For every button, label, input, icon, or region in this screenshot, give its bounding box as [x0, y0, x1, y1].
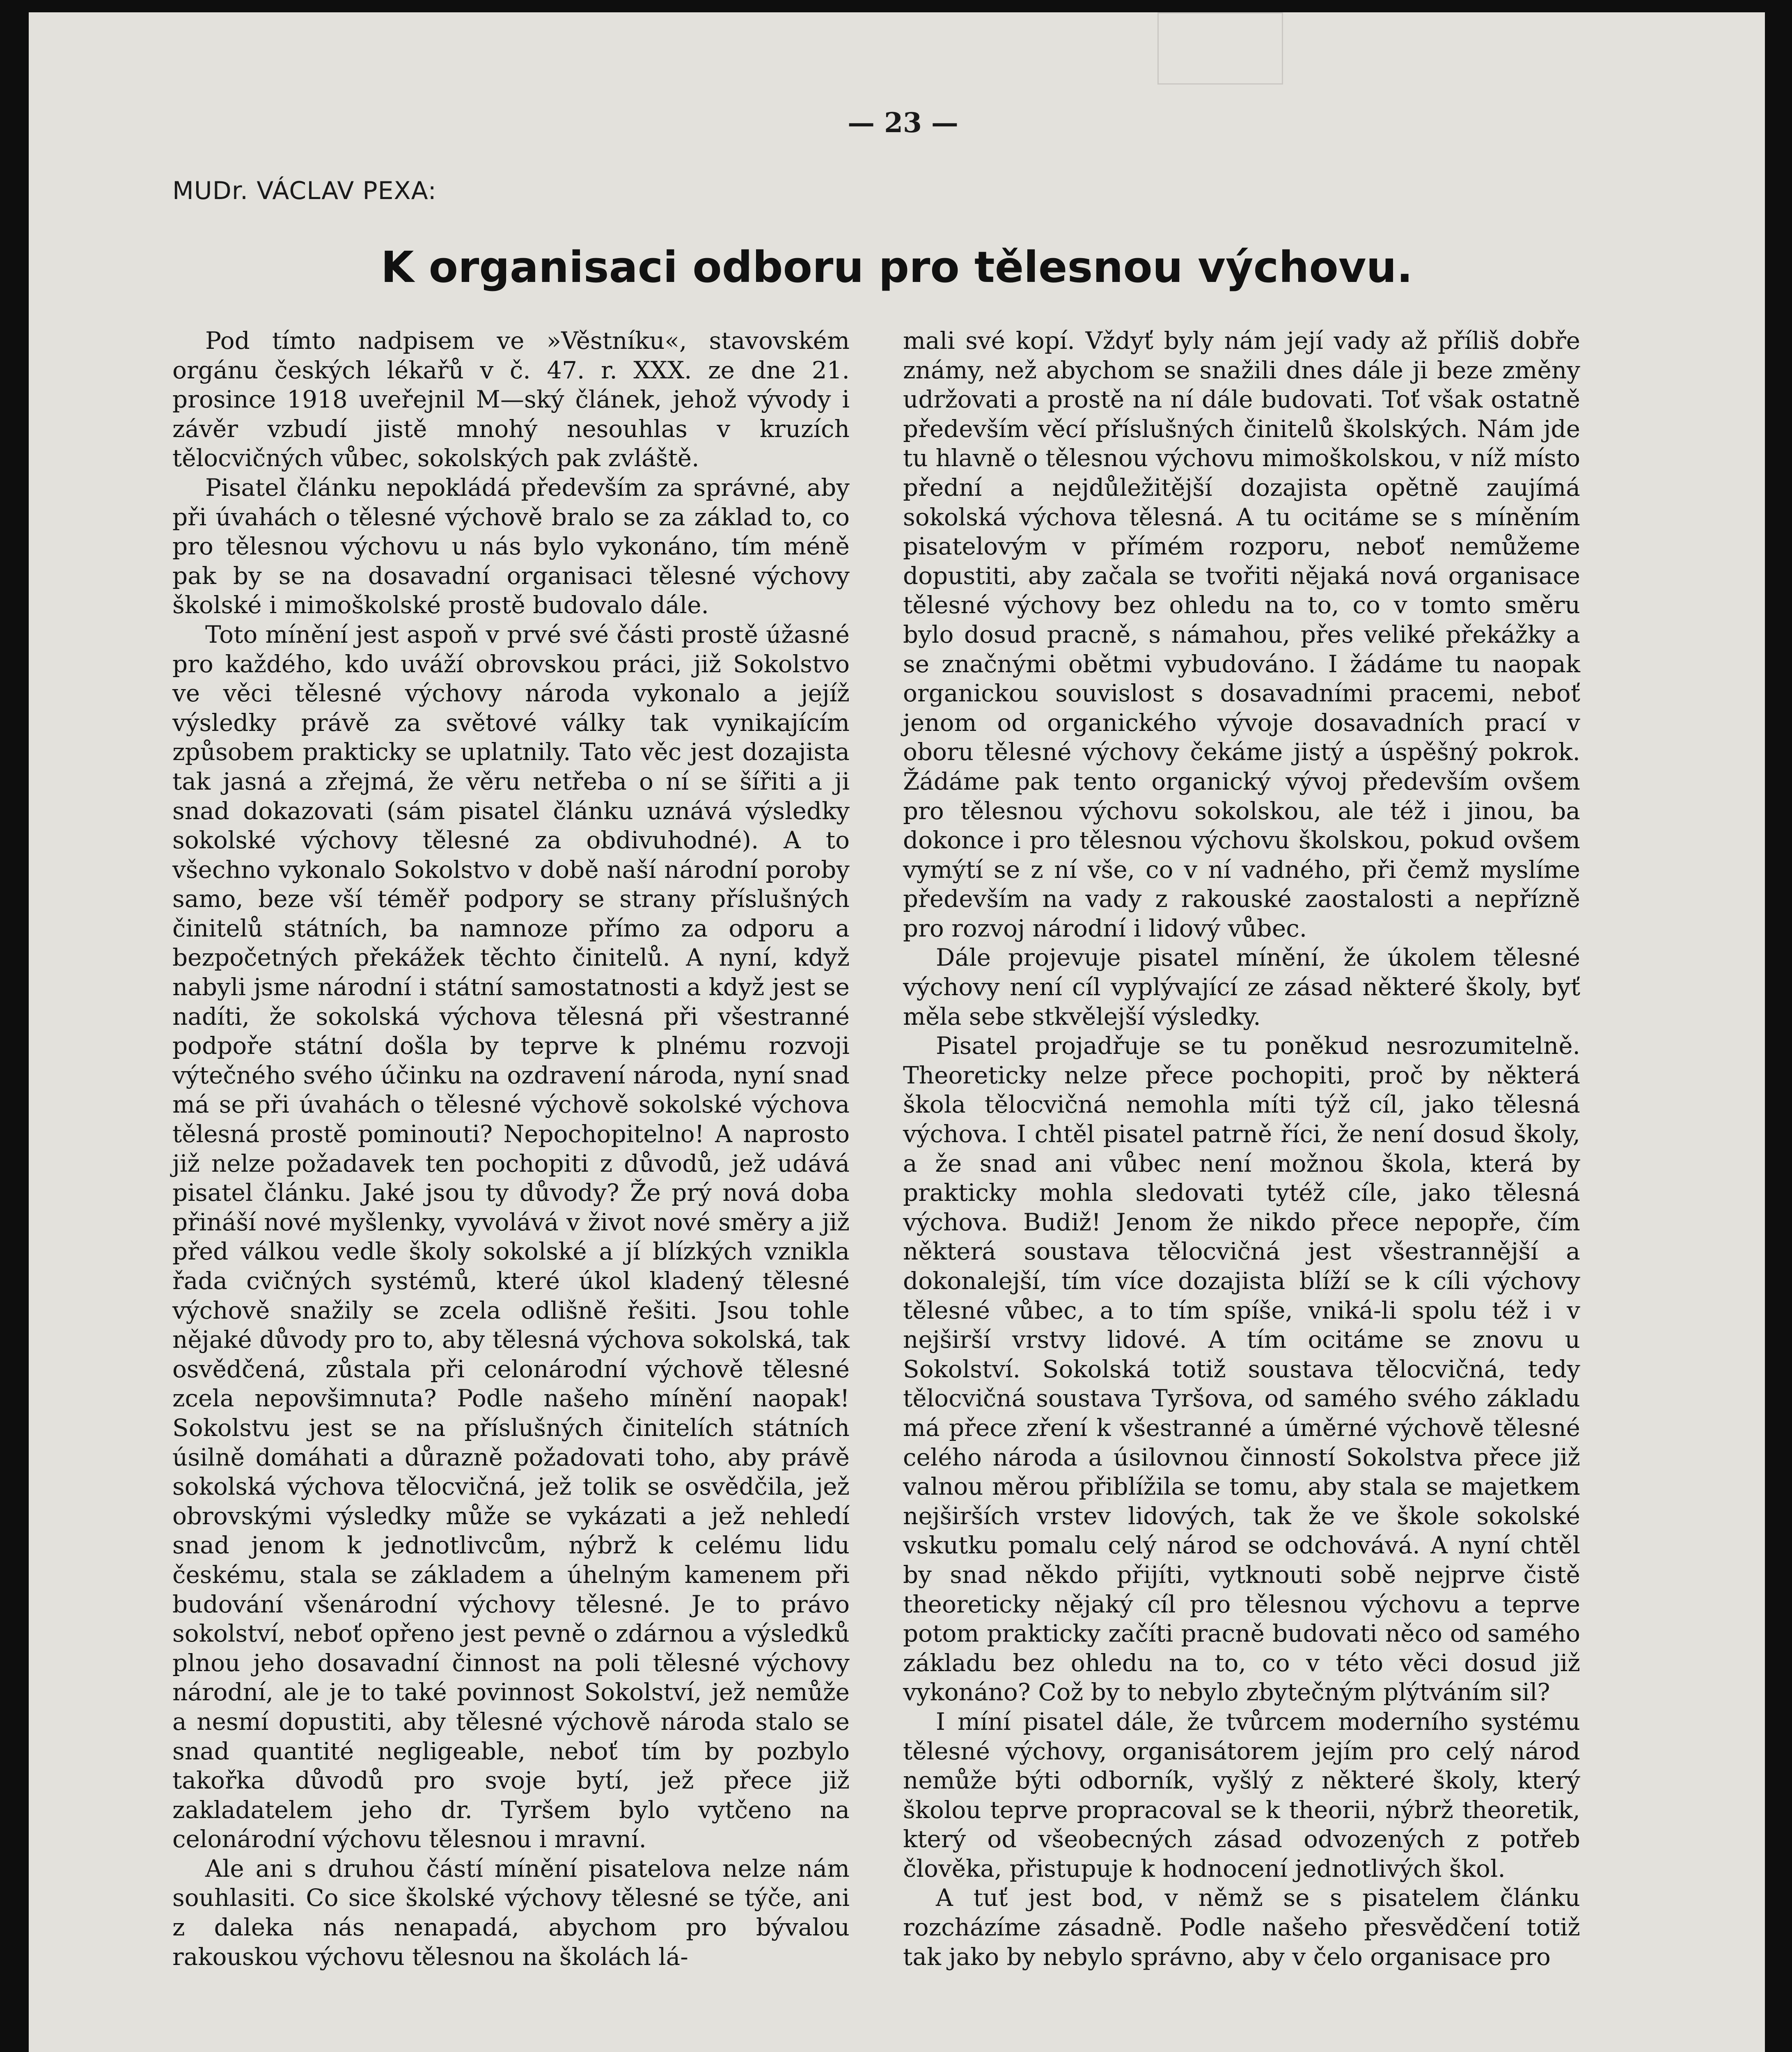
article-title: K organisaci odboru pro tělesnou výchovu.	[380, 242, 1413, 292]
page	[29, 12, 1765, 2052]
paragraph: A tuť jest bod, v němž se s pisatelem článku rozcházíme zásadně. Podle našeho přesvědčení totiž tak jako by nebylo správno, aby v čelo organisace pro	[903, 1884, 1580, 1971]
author-byline: MUDr. VÁCLAV PEXA:	[172, 176, 437, 205]
page-number: — 23 —	[848, 107, 958, 139]
right-column	[903, 326, 1580, 1972]
paragraph: Toto mínění jest aspoň v prvé své části prostě úžasné pro každého, kdo uváží obrovskou práci, již Sokolstvo ve věci tělesné výchovy národa vykonalo a jejíž výsledky právě za světové války tak vynikajícím způsobem prakticky se uplatnily. Tato věc jest dozajista tak jasná a zřejmá, že věru netřeba o ní se šířiti a ji snad dokazovati (sám pisatel článku uznává výsledky sokolské výchovy tělesné za obdivuhodné). A to všechno vykonalo Sokolstvo v době naší národní poroby samo, beze vší téměř podpory se strany příslušných činitelů státních, ba namnoze přímo za odporu a bezpočetných překážek těchto činitelů. A nyní, když nabyli jsme národní i státní samostatnosti a když jest se nadíti, že sokolská výchova tělesná při všestranné podpoře státní došla by teprve k plnému rozvoji výtečného svého účinku na ozdravení národa, nyní snad má se při úvahách o tělesné výchově sokolské výchova tělesná prostě pominouti? Nepochopitelno! A naprosto již nelze požadavek ten pochopiti z důvodů, jež udává pisatel článku. Jaké jsou ty důvody? Že prý nová doba přináší nové myšlenky, vyvolává v život nové směry a již před válkou vedle školy sokolské a jí blízkých vznikla řada cvičných systémů, které úkol kladený tělesné výchově snažily se zcela odlišně řešiti. Jsou tohle nějaké důvody pro to, aby tělesná výchova sokolská, tak osvědčená, zůstala při celonárodní výchově tělesné zcela nepovšimnuta? Podle našeho mínění naopak! Sokolstvu jest se na příslušných činitelích státních úsilně domáhati a důrazně požadovati toho, aby právě sokolská výchova tělocvičná, jež tolik se osvědčila, jež obrovskými výsledky může se vykázati a jež nehledí snad jenom k jednotlivcům, nýbrž k celému lidu českému, stala se základem a úhelným kamenem při budování všenárodní výchovy tělesné. Je to právo sokolství, neboť opřeno jest pevně o zdárnou a výsledků plnou jeho dosavadní činnost na poli tělesné výchovy národní, ale je to také povinnost Sokolství, jež nemůže a nesmí dopustiti, aby tělesné výchově národa stalo se snad quantité negligeable, neboť tím by pozbylo takořka důvodů pro svoje bytí, jež přece již zakladatelem jeho dr. Tyršem bylo vytčeno na celonárodní výchovu tělesnou i mravní.	[172, 620, 850, 1853]
paragraph: Pisatel článku nepokládá především za správné, aby při úvahách o tělesné výchově bralo se za základ to, co pro tělesnou výchovu u nás bylo vykonáno, tím méně pak by se na dosavadní organisaci tělesné výchovy školské i mimoškolské prostě budovalo dále.	[172, 473, 850, 619]
paragraph: Ale ani s druhou částí mínění pisatelova nelze nám souhlasiti. Co sice školské výchovy tělesné se týče, ani z daleka nás nenapadá, abychom pro bývalou rakouskou výchovu tělesnou na školách lá-	[172, 1854, 850, 1971]
paragraph: Pod tímto nadpisem ve »Věstníku«, stavovském orgánu českých lékařů v č. 47. r. XXX. ze dne 21. prosince 1918 uveřejnil M—ský článek, jehož vývody i závěr vzbudí jistě mnohý nesouhlas v kruzích tělocvičných vůbec, sokolských pak zvláště.	[172, 327, 850, 472]
paragraph: Dále projevuje pisatel mínění, že úkolem tělesné výchovy není cíl vyplývající ze zásad některé školy, byť měla sebe stkvělejší výsledky.	[903, 944, 1580, 1031]
library-stamp	[1157, 12, 1283, 85]
paragraph-continued: mali své kopí. Vždyť byly nám její vady až příliš dobře známy, než abychom se snažili dnes dále ji beze změny udržovati a prostě na ní dále budovati. Toť však ostatně především věcí příslušných činitelů školských. Nám jde tu hlavně o tělesnou výchovu mimoškolskou, v níž místo přední a nejdůležitější dozajista opětně zaujímá sokolská výchova tělesná. A tu ocitáme se s míněním pisatelovým v přímém rozporu, neboť nemůžeme dopustiti, aby začala se tvořiti nějaká nová organisace tělesné výchovy bez ohledu na to, co v tomto směru bylo dosud pracně, s námahou, přes veliké překážky a se značnými obětmi vybudováno. I žádáme tu naopak organickou souvislost s dosavadními pracemi, neboť jenom od organického vývoje dosavadních prací v oboru tělesné výchovy čekáme jistý a úspěšný pokrok. Žádáme pak tento organický vývoj především ovšem pro tělesnou výchovu sokolskou, ale též i jinou, ba dokonce i pro tělesnou výchovu školskou, pokud ovšem vymýtí se z ní vše, co v ní vadného, při čemž myslíme především na vady z rakouské zaostalosti a nepřízně pro rozvoj národní i lidový vůbec.	[903, 327, 1580, 942]
paragraph: I míní pisatel dále, že tvůrcem moderního systému tělesné výchovy, organisátorem jejím pro celý národ nemůže býti odborník, vyšlý z některé školy, který školou teprve propracoval se k theorii, nýbrž theoretik, který od všeobecných zásad odvozených z potřeb člověka, přistupuje k hodnocení jednotlivých škol.	[903, 1707, 1580, 1883]
left-column	[172, 326, 850, 1972]
paragraph: Pisatel projadřuje se tu poněkud nesrozumitelně. Theoreticky nelze přece pochopiti, proč by některá škola tělocvičná nemohla míti týž cíl, jako tělesná výchova. I chtěl pisatel patrně říci, že není dosud školy, a že snad ani vůbec není možnou škola, která by prakticky mohla sledovati tytéž cíle, jako tělesná výchova. Budiž! Jenom že nikdo přece nepopře, čím některá soustava tělocvičná jest všestrannější a dokonalejší, tím více dozajista blíží se k cíli výchovy tělesné vůbec, a to tím spíše, vniká-li spolu též i v nejširší vrstvy lidové. A tím ocitáme se znovu u Sokolství. Sokolská totiž soustava tělocvičná, tedy tělocvičná soustava Tyršova, od samého svého základu má přece zření k všestranné a úměrné výchově tělesné celého národa a úsilovnou činností Sokolstva přece již valnou měrou přiblížila se tomu, aby stala se majetkem nejširších vrstev lidových, tak že ve škole sokolské vskutku pomalu celý národ se odchovává. A nyní chtěl by snad někdo přijíti, vytknouti sobě nejprve čistě theoreticky nějaký cíl pro tělesnou výchovu a teprve potom prakticky začíti pracně budovati něco od samého základu bez ohledu na to, co v této věci dosud již vykonáno? Což by to nebylo zbytečným plýtváním sil?	[903, 1032, 1580, 1706]
